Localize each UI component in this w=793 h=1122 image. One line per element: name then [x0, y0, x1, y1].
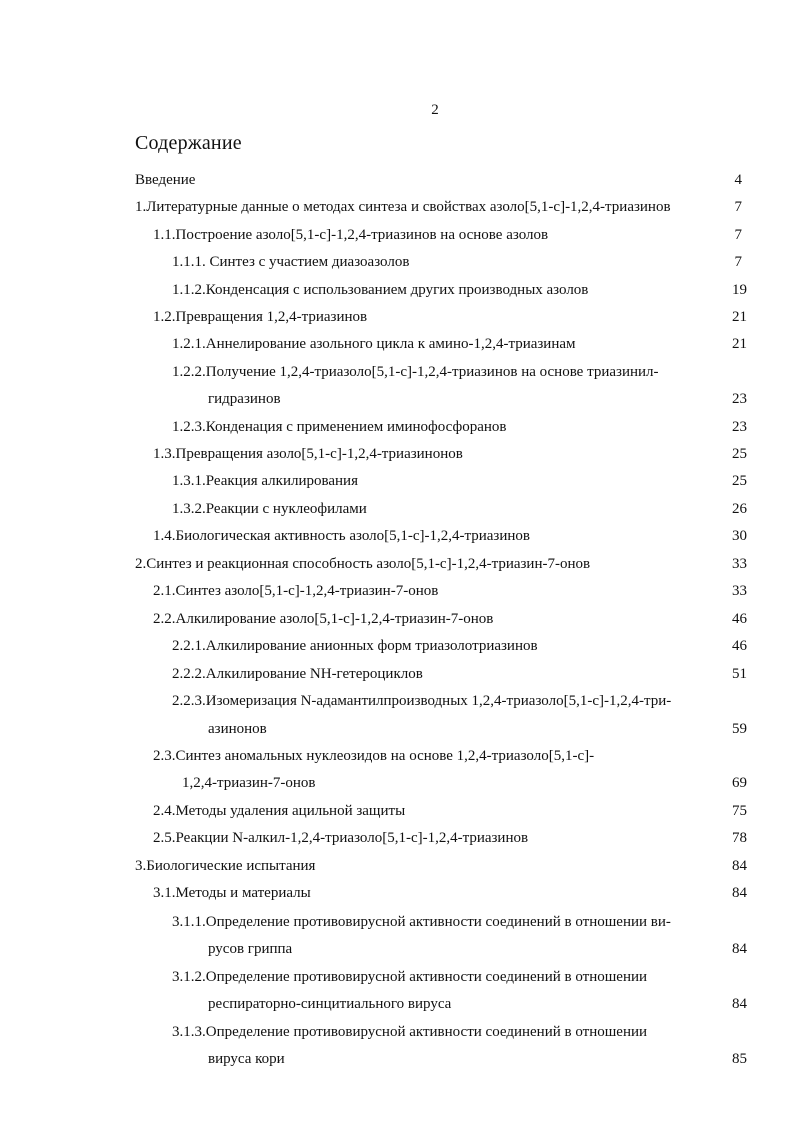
- toc-entry-2-2-1[interactable]: 2.2.1.Алкилирование анионных форм триазолотриазинов: [172, 638, 538, 654]
- toc-page-2-2-1: 46: [732, 638, 747, 654]
- toc-entry-1-2-2-continued[interactable]: гидразинов: [208, 391, 281, 407]
- toc-entry-1-4[interactable]: 1.4.Биологическая активность азоло[5,1-с]-1,2,4-триазинов: [153, 528, 530, 544]
- toc-page-2-5: 78: [732, 830, 747, 846]
- toc-entry-1-2[interactable]: 1.2.Превращения 1,2,4-триазинов: [153, 309, 368, 325]
- toc-entry-2-2-3-continued[interactable]: азинонов: [208, 721, 267, 737]
- toc-entry-1[interactable]: 1.Литературные данные о методах синтеза и свойствах азоло[5,1-с]-1,2,4-триазинов: [135, 199, 671, 215]
- toc-entry-1-2-2[interactable]: 1.2.2.Получение 1,2,4-триазоло[5,1-с]-1,2,4-триазинов на основе триазинил-: [172, 364, 659, 380]
- toc-page-1-3: 25: [732, 446, 747, 462]
- toc-page-2-2-2: 51: [732, 666, 747, 682]
- toc-page-2: 33: [732, 556, 747, 572]
- toc-entry-2-2[interactable]: 2.2.Алкилирование азоло[5,1-с]-1,2,4-триазин-7-онов: [153, 611, 494, 627]
- toc-title: Содержание: [135, 132, 242, 154]
- toc-page-3: 84: [732, 858, 747, 874]
- toc-entry-1-3-1[interactable]: 1.3.1.Реакция алкилирования: [172, 473, 358, 489]
- toc-page-2-2: 46: [732, 611, 747, 627]
- toc-entry-3-1-1-continued[interactable]: русов гриппа: [208, 941, 293, 957]
- page-number: 2: [431, 102, 439, 118]
- toc-page-2-2-3: 59: [732, 721, 747, 737]
- toc-page-2-4: 75: [732, 803, 747, 819]
- toc-page-1-2-2: 23: [732, 391, 747, 407]
- toc-page-1-2-3: 23: [732, 419, 747, 435]
- toc-page-2-3: 69: [732, 775, 747, 791]
- toc-entry-3-1[interactable]: 3.1.Методы и материалы: [153, 885, 311, 901]
- toc-entry-3-1-2[interactable]: 3.1.2.Определение противовирусной активности соединений в отношении: [172, 969, 648, 985]
- toc-entry-2-1[interactable]: 2.1.Синтез азоло[5,1-с]-1,2,4-триазин-7-онов: [153, 583, 439, 599]
- toc-entry-3-1-1[interactable]: 3.1.1.Определение противовирусной активности соединений в отношении ви-: [172, 914, 671, 930]
- toc-page-1-1: 7: [734, 227, 742, 243]
- toc-entry-1-2-3[interactable]: 1.2.3.Конденация с применением иминофосфоранов: [172, 419, 507, 435]
- toc-entry-3-1-2-continued[interactable]: респираторно-синцитиального вируса: [208, 996, 452, 1012]
- toc-page-1-2: 21: [732, 309, 747, 325]
- toc-page-3-1-1: 84: [732, 941, 747, 957]
- toc-page-1-4: 30: [732, 528, 747, 544]
- toc-entry-3-1-3[interactable]: 3.1.3.Определение противовирусной активности соединений в отношении: [172, 1024, 648, 1040]
- toc-entry-2-5[interactable]: 2.5.Реакции N-алкил-1,2,4-триазоло[5,1-с]-1,2,4-триазинов: [153, 830, 529, 846]
- toc-page-3-1-2: 84: [732, 996, 747, 1012]
- toc-entry-1-1-2[interactable]: 1.1.2.Конденсация с использованием других производных азолов: [172, 282, 589, 298]
- toc-entry-1-1[interactable]: 1.1.Построение азоло[5,1-с]-1,2,4-триазинов на основе азолов: [153, 227, 549, 243]
- toc-page-1-1-2: 19: [732, 282, 747, 298]
- toc-page-3-1-3: 85: [732, 1051, 747, 1067]
- toc-entry-introduction[interactable]: Введение: [135, 172, 196, 188]
- toc-page-1-3-1: 25: [732, 473, 747, 489]
- toc-entry-2-3-continued[interactable]: 1,2,4-триазин-7-онов: [182, 775, 316, 791]
- toc-page-introduction: 4: [734, 172, 742, 188]
- toc-entry-3-1-3-continued[interactable]: вируса кори: [208, 1051, 285, 1067]
- toc-entry-2-4[interactable]: 2.4.Методы удаления ацильной защиты: [153, 803, 406, 819]
- toc-entry-2-3[interactable]: 2.3.Синтез аномальных нуклеозидов на основе 1,2,4-триазоло[5,1-с]-: [153, 748, 595, 764]
- toc-entry-3[interactable]: 3.Биологические испытания: [135, 858, 316, 874]
- toc-entry-2-2-2[interactable]: 2.2.2.Алкилирование NH-гетероциклов: [172, 666, 423, 682]
- toc-entry-1-2-1[interactable]: 1.2.1.Аннелирование азольного цикла к амино-1,2,4-триазинам: [172, 336, 576, 352]
- toc-entry-1-1-1[interactable]: 1.1.1. Синтез с участием диазоазолов: [172, 254, 410, 270]
- toc-entry-1-3[interactable]: 1.3.Превращения азоло[5,1-с]-1,2,4-триазинонов: [153, 446, 463, 462]
- toc-page-1-1-1: 7: [734, 254, 742, 270]
- toc-page-1-2-1: 21: [732, 336, 747, 352]
- toc-entry-1-3-2[interactable]: 1.3.2.Реакции с нуклеофилами: [172, 501, 367, 517]
- toc-page-1-3-2: 26: [732, 501, 747, 517]
- toc-page-3-1: 84: [732, 885, 747, 901]
- toc-entry-2-2-3[interactable]: 2.2.3.Изомеризация N-адамантилпроизводных 1,2,4-триазоло[5,1-с]-1,2,4-три-: [172, 693, 672, 709]
- toc-entry-2[interactable]: 2.Синтез и реакционная способность азоло[5,1-с]-1,2,4-триазин-7-онов: [135, 556, 591, 572]
- toc-page-1: 7: [734, 199, 742, 215]
- toc-page-2-1: 33: [732, 583, 747, 599]
